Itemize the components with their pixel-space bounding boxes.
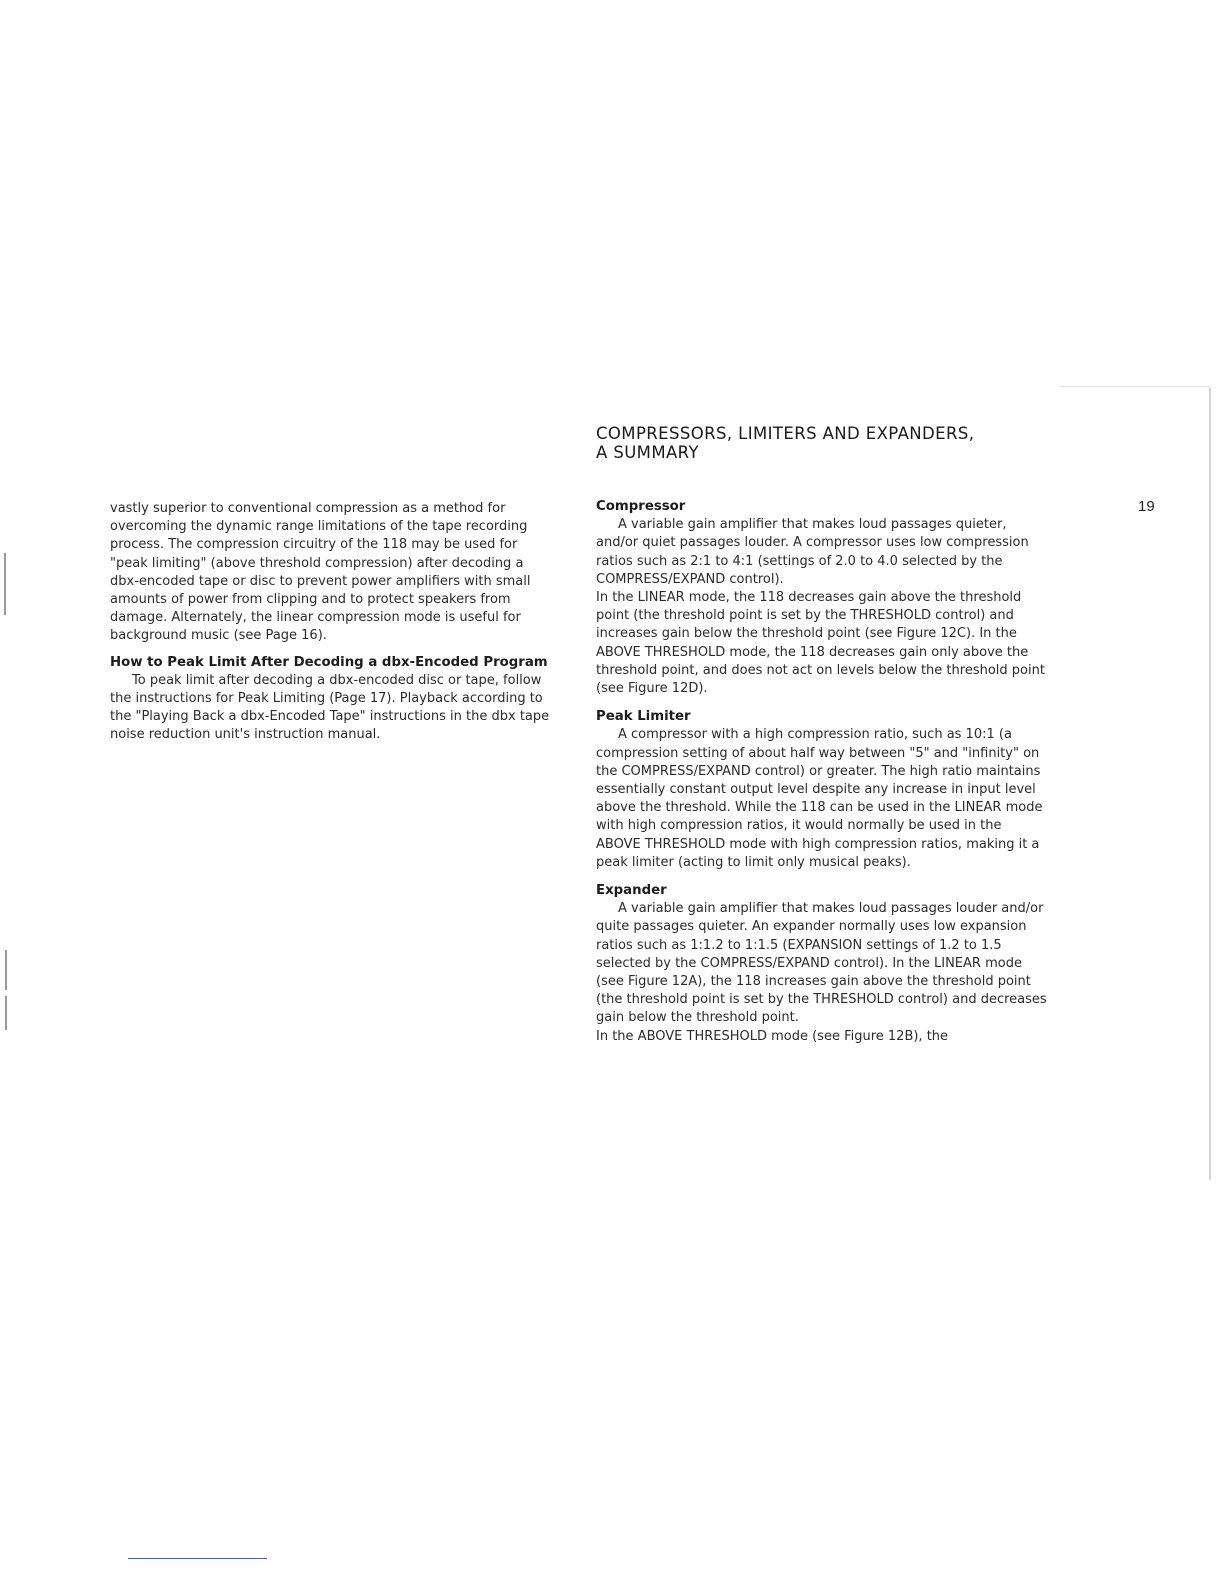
expander-body-2: In the ABOVE THRESHOLD mode (see Figure 12B), the bbox=[596, 1028, 949, 1044]
left-column bbox=[110, 500, 555, 745]
section-title-line1: COMPRESSORS, LIMITERS AND EXPANDERS, bbox=[596, 424, 975, 443]
scan-edge-right bbox=[1209, 388, 1211, 1180]
scan-edge-top bbox=[1060, 386, 1210, 387]
compressor-body-1: A variable gain amplifier that makes loud passages quieter, and/or quiet passages louder. A compressor uses low compression ratios such as 2:1 to 4:1 (settings of 2.0 to 4.0 selected by the COMPRESS/EXPAND control). bbox=[596, 517, 1029, 587]
scan-mark-top bbox=[4, 553, 6, 615]
peak-limit-heading: How to Peak Limit After Decoding a dbx-Encoded Program bbox=[110, 654, 548, 670]
compressor-heading: Compressor bbox=[596, 499, 686, 514]
right-column bbox=[596, 424, 1048, 1056]
page-number: 19 bbox=[1138, 498, 1155, 515]
peak-limiter-section bbox=[596, 708, 1048, 872]
scan-mark-bottom bbox=[5, 996, 7, 1030]
compressor-section bbox=[596, 498, 1048, 698]
left-intro-paragraph: vastly superior to conventional compression as a method for overcoming the dynamic range limitations of the tape recording process. The compression circuitry of the 118 may be used for "peak limiting" (above threshold compression) after decoding a dbx-encoded tape or disc to prevent power amplifiers with small amounts of power from clipping and to protect speakers from damage. Alternately, the linear compression mode is useful for background music (see Page 16). bbox=[110, 501, 531, 644]
peak-limiter-body: A compressor with a high compression ratio, such as 10:1 (a compression setting of about half way between "5" and "infinity" on the COMPRESS/EXPAND control) or greater. The high ratio maintains essentially constant output level despite any increase in input level above the threshold. While the 118 can be used in the LINEAR mode with high compression ratios, it would normally be used in the ABOVE THRESHOLD mode with high compression ratios, making it a peak limiter (acting to limit only musical peaks). bbox=[596, 727, 1043, 870]
scan-mark-middle bbox=[5, 950, 7, 990]
expander-body-1: A variable gain amplifier that makes loud passages louder and/or quite passages quieter. An expander normally uses low expansion ratios such as 1:1.2 to 1:1.5 (EXPANSION settings of 1.2 to 1.5 selected by the COMPRESS/EXPAND control). In the LINEAR mode (see Figure 12A), the 118 increases gain above the threshold point (the threshold point is set by the THRESHOLD control) and decreases gain below the threshold point. bbox=[596, 901, 1047, 1026]
peak-limit-body: To peak limit after decoding a dbx-encoded disc or tape, follow the instructions for Peak Limiting (Page 17). Playback according to the "Playing Back a dbx-Encoded Tape" instructions in the dbx tape noise reduction unit's instruction manual. bbox=[110, 672, 550, 743]
section-title-line2: A SUMMARY bbox=[596, 443, 699, 462]
peak-limiter-heading: Peak Limiter bbox=[596, 709, 691, 725]
section-title bbox=[596, 424, 1048, 462]
expander-section bbox=[596, 882, 1048, 1046]
compressor-body-2: In the LINEAR mode, the 118 decreases gain above the threshold point (the threshold point is set by the THRESHOLD control) and increases gain below the threshold point (see Figure 12C). In the ABOVE THRESHOLD mode, the 118 decreases gain only above the threshold point, and does not act on levels below the threshold point (see Figure 12D). bbox=[596, 590, 1045, 697]
footer-rule bbox=[128, 1558, 267, 1559]
expander-heading: Expander bbox=[596, 883, 667, 899]
